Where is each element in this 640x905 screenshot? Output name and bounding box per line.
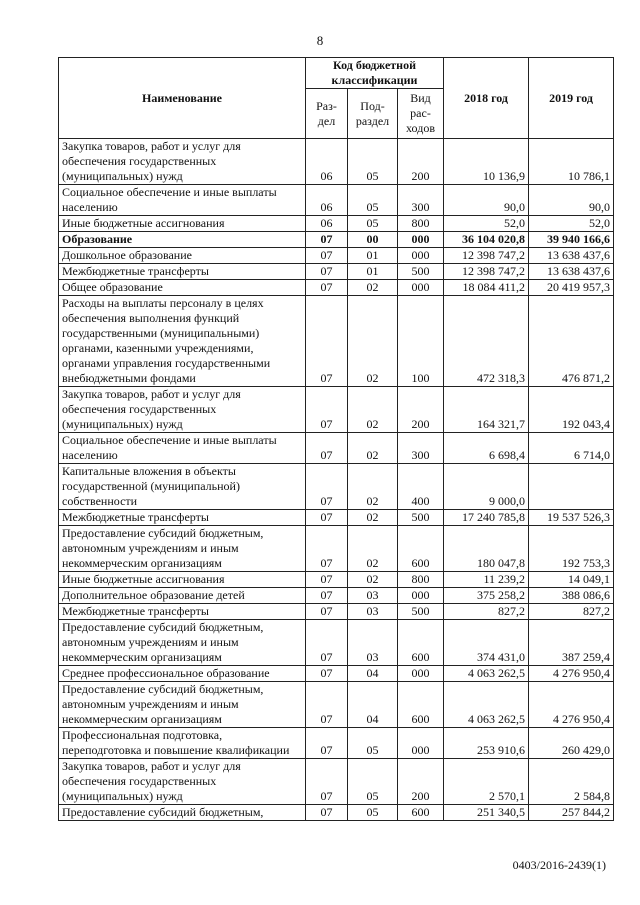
row-subsection: 01: [348, 264, 398, 280]
budget-table: [58, 57, 614, 821]
row-subsection: 00: [348, 232, 398, 248]
row-expense-type: 500: [398, 604, 444, 620]
row-subsection: 05: [348, 216, 398, 232]
row-subsection: 03: [348, 604, 398, 620]
row-value-2018: 12 398 747,2: [444, 248, 529, 264]
table-row: [59, 232, 614, 248]
row-subsection: 05: [348, 805, 398, 821]
row-subsection: 02: [348, 296, 398, 387]
row-value-2018: 180 047,8: [444, 526, 529, 572]
row-value-2018: 4 063 262,5: [444, 682, 529, 728]
row-expense-type: 600: [398, 682, 444, 728]
table-row: [59, 248, 614, 264]
row-section: 07: [306, 264, 348, 280]
table-row: [59, 526, 614, 572]
row-name: Межбюджетные трансферты: [59, 510, 306, 526]
table-row: [59, 185, 614, 216]
row-value-2018: 164 321,7: [444, 387, 529, 433]
row-expense-type: 800: [398, 572, 444, 588]
row-name: Предоставление субсидий бюджетным, автономным учреждениям и иным некоммерческим организациям: [59, 682, 306, 728]
row-name: Дополнительное образование детей: [59, 588, 306, 604]
row-value-2019: 4 276 950,4: [529, 666, 614, 682]
row-section: 07: [306, 604, 348, 620]
row-value-2019: 52,0: [529, 216, 614, 232]
row-value-2018: 375 258,2: [444, 588, 529, 604]
table-row: [59, 620, 614, 666]
row-subsection: 03: [348, 588, 398, 604]
row-name: Капитальные вложения в объекты государственной (муниципальной) собственности: [59, 464, 306, 510]
row-name: Иные бюджетные ассигнования: [59, 572, 306, 588]
row-section: 07: [306, 759, 348, 805]
row-name: Расходы на выплаты персоналу в целях обеспечения выполнения функций государственными (муниципальными) органами, казенными учреждениями, органами управления государственными внебюджетными фондами: [59, 296, 306, 387]
row-value-2019: 192 753,3: [529, 526, 614, 572]
row-expense-type: 400: [398, 464, 444, 510]
row-value-2019: 476 871,2: [529, 296, 614, 387]
row-subsection: 05: [348, 185, 398, 216]
row-value-2019: 10 786,1: [529, 139, 614, 185]
row-value-2019: 4 276 950,4: [529, 682, 614, 728]
header-budget-code: Код бюджетной классификации: [306, 58, 444, 89]
row-name: Закупка товаров, работ и услуг для обеспечения государственных (муниципальных) нужд: [59, 387, 306, 433]
row-value-2018: 18 084 411,2: [444, 280, 529, 296]
row-subsection: 02: [348, 433, 398, 464]
row-expense-type: 000: [398, 232, 444, 248]
row-value-2018: 12 398 747,2: [444, 264, 529, 280]
header-name: Наименование: [59, 58, 306, 139]
table-row: [59, 139, 614, 185]
row-value-2019: 13 638 437,6: [529, 264, 614, 280]
row-name: Межбюджетные трансферты: [59, 604, 306, 620]
row-section: 06: [306, 185, 348, 216]
row-subsection: 05: [348, 139, 398, 185]
row-subsection: 04: [348, 666, 398, 682]
table-row: [59, 572, 614, 588]
row-section: 07: [306, 666, 348, 682]
row-expense-type: 300: [398, 433, 444, 464]
row-value-2018: 52,0: [444, 216, 529, 232]
row-expense-type: 500: [398, 510, 444, 526]
row-subsection: 05: [348, 728, 398, 759]
row-value-2019: 387 259,4: [529, 620, 614, 666]
row-expense-type: 000: [398, 588, 444, 604]
table-row: [59, 759, 614, 805]
row-name: Социальное обеспечение и иные выплаты населению: [59, 433, 306, 464]
document-code: 0403/2016-2439(1): [512, 858, 606, 872]
header-subsection: Под-раздел: [348, 89, 398, 139]
row-name: Профессиональная подготовка, переподготовка и повышение квалификации: [59, 728, 306, 759]
header-section: Раз-дел: [306, 89, 348, 139]
row-section: 07: [306, 296, 348, 387]
table-row: [59, 216, 614, 232]
row-expense-type: 000: [398, 728, 444, 759]
row-section: 07: [306, 588, 348, 604]
row-subsection: 02: [348, 572, 398, 588]
row-subsection: 01: [348, 248, 398, 264]
table-row: [59, 510, 614, 526]
row-value-2018: 90,0: [444, 185, 529, 216]
row-expense-type: 200: [398, 759, 444, 805]
table-row: [59, 682, 614, 728]
row-expense-type: 100: [398, 296, 444, 387]
row-value-2018: 374 431,0: [444, 620, 529, 666]
row-name: Предоставление субсидий бюджетным,: [59, 805, 306, 821]
row-value-2019: 90,0: [529, 185, 614, 216]
row-expense-type: 000: [398, 248, 444, 264]
row-subsection: 04: [348, 682, 398, 728]
row-section: 07: [306, 728, 348, 759]
table-body: [59, 139, 614, 821]
row-name: Предоставление субсидий бюджетным, автономным учреждениям и иным некоммерческим организациям: [59, 620, 306, 666]
row-value-2018: 6 698,4: [444, 433, 529, 464]
row-subsection: 02: [348, 387, 398, 433]
row-value-2019: 260 429,0: [529, 728, 614, 759]
row-subsection: 03: [348, 620, 398, 666]
row-value-2018: 4 063 262,5: [444, 666, 529, 682]
row-value-2019: 13 638 437,6: [529, 248, 614, 264]
row-expense-type: 500: [398, 264, 444, 280]
row-name: Среднее профессиональное образование: [59, 666, 306, 682]
table-row: [59, 280, 614, 296]
row-value-2019: 14 049,1: [529, 572, 614, 588]
row-section: 06: [306, 216, 348, 232]
header-expense-type: Вид рас-ходов: [398, 89, 444, 139]
table-row: [59, 296, 614, 387]
row-value-2019: 20 419 957,3: [529, 280, 614, 296]
header-year-2019: 2019 год: [529, 58, 614, 139]
row-section: 07: [306, 572, 348, 588]
row-section: 07: [306, 248, 348, 264]
row-name: Социальное обеспечение и иные выплаты населению: [59, 185, 306, 216]
row-expense-type: 600: [398, 805, 444, 821]
row-value-2019: 19 537 526,3: [529, 510, 614, 526]
row-value-2018: 253 910,6: [444, 728, 529, 759]
table-row: [59, 464, 614, 510]
row-value-2019: 39 940 166,6: [529, 232, 614, 248]
table-row: [59, 805, 614, 821]
row-value-2018: 827,2: [444, 604, 529, 620]
header-year-2018: 2018 год: [444, 58, 529, 139]
table-row: [59, 433, 614, 464]
row-value-2018: 2 570,1: [444, 759, 529, 805]
row-section: 07: [306, 433, 348, 464]
row-value-2019: 827,2: [529, 604, 614, 620]
row-expense-type: 000: [398, 666, 444, 682]
row-section: 07: [306, 232, 348, 248]
table-row: [59, 604, 614, 620]
row-expense-type: 000: [398, 280, 444, 296]
row-name: Общее образование: [59, 280, 306, 296]
row-value-2019: 257 844,2: [529, 805, 614, 821]
row-value-2018: 9 000,0: [444, 464, 529, 510]
table-row: [59, 666, 614, 682]
row-subsection: 02: [348, 510, 398, 526]
page-number: 8: [316, 33, 324, 48]
row-name: Межбюджетные трансферты: [59, 264, 306, 280]
row-name: Дошкольное образование: [59, 248, 306, 264]
row-value-2019: 2 584,8: [529, 759, 614, 805]
table-row: [59, 264, 614, 280]
row-subsection: 02: [348, 526, 398, 572]
row-subsection: 05: [348, 759, 398, 805]
row-value-2018: 17 240 785,8: [444, 510, 529, 526]
table-header: [59, 58, 614, 139]
row-name: Образование: [59, 232, 306, 248]
row-name: Предоставление субсидий бюджетным, автономным учреждениям и иным некоммерческим организациям: [59, 526, 306, 572]
row-section: 07: [306, 464, 348, 510]
row-value-2018: 10 136,9: [444, 139, 529, 185]
row-section: 07: [306, 280, 348, 296]
row-section: 07: [306, 526, 348, 572]
row-section: 07: [306, 510, 348, 526]
row-subsection: 02: [348, 464, 398, 510]
row-expense-type: 300: [398, 185, 444, 216]
row-expense-type: 600: [398, 526, 444, 572]
row-subsection: 02: [348, 280, 398, 296]
row-value-2018: 11 239,2: [444, 572, 529, 588]
row-value-2018: 251 340,5: [444, 805, 529, 821]
row-expense-type: 200: [398, 387, 444, 433]
row-value-2019: 388 086,6: [529, 588, 614, 604]
row-expense-type: 800: [398, 216, 444, 232]
row-name: Закупка товаров, работ и услуг для обеспечения государственных (муниципальных) нужд: [59, 139, 306, 185]
row-section: 07: [306, 620, 348, 666]
row-name: Иные бюджетные ассигнования: [59, 216, 306, 232]
row-value-2018: 36 104 020,8: [444, 232, 529, 248]
table-row: [59, 728, 614, 759]
row-section: 07: [306, 805, 348, 821]
row-value-2019: 6 714,0: [529, 433, 614, 464]
row-value-2019: [529, 464, 614, 510]
row-expense-type: 200: [398, 139, 444, 185]
row-value-2018: 472 318,3: [444, 296, 529, 387]
row-name: Закупка товаров, работ и услуг для обеспечения государственных (муниципальных) нужд: [59, 759, 306, 805]
row-section: 06: [306, 139, 348, 185]
row-section: 07: [306, 682, 348, 728]
row-expense-type: 600: [398, 620, 444, 666]
table-row: [59, 387, 614, 433]
row-section: 07: [306, 387, 348, 433]
row-value-2019: 192 043,4: [529, 387, 614, 433]
table-row: [59, 588, 614, 604]
